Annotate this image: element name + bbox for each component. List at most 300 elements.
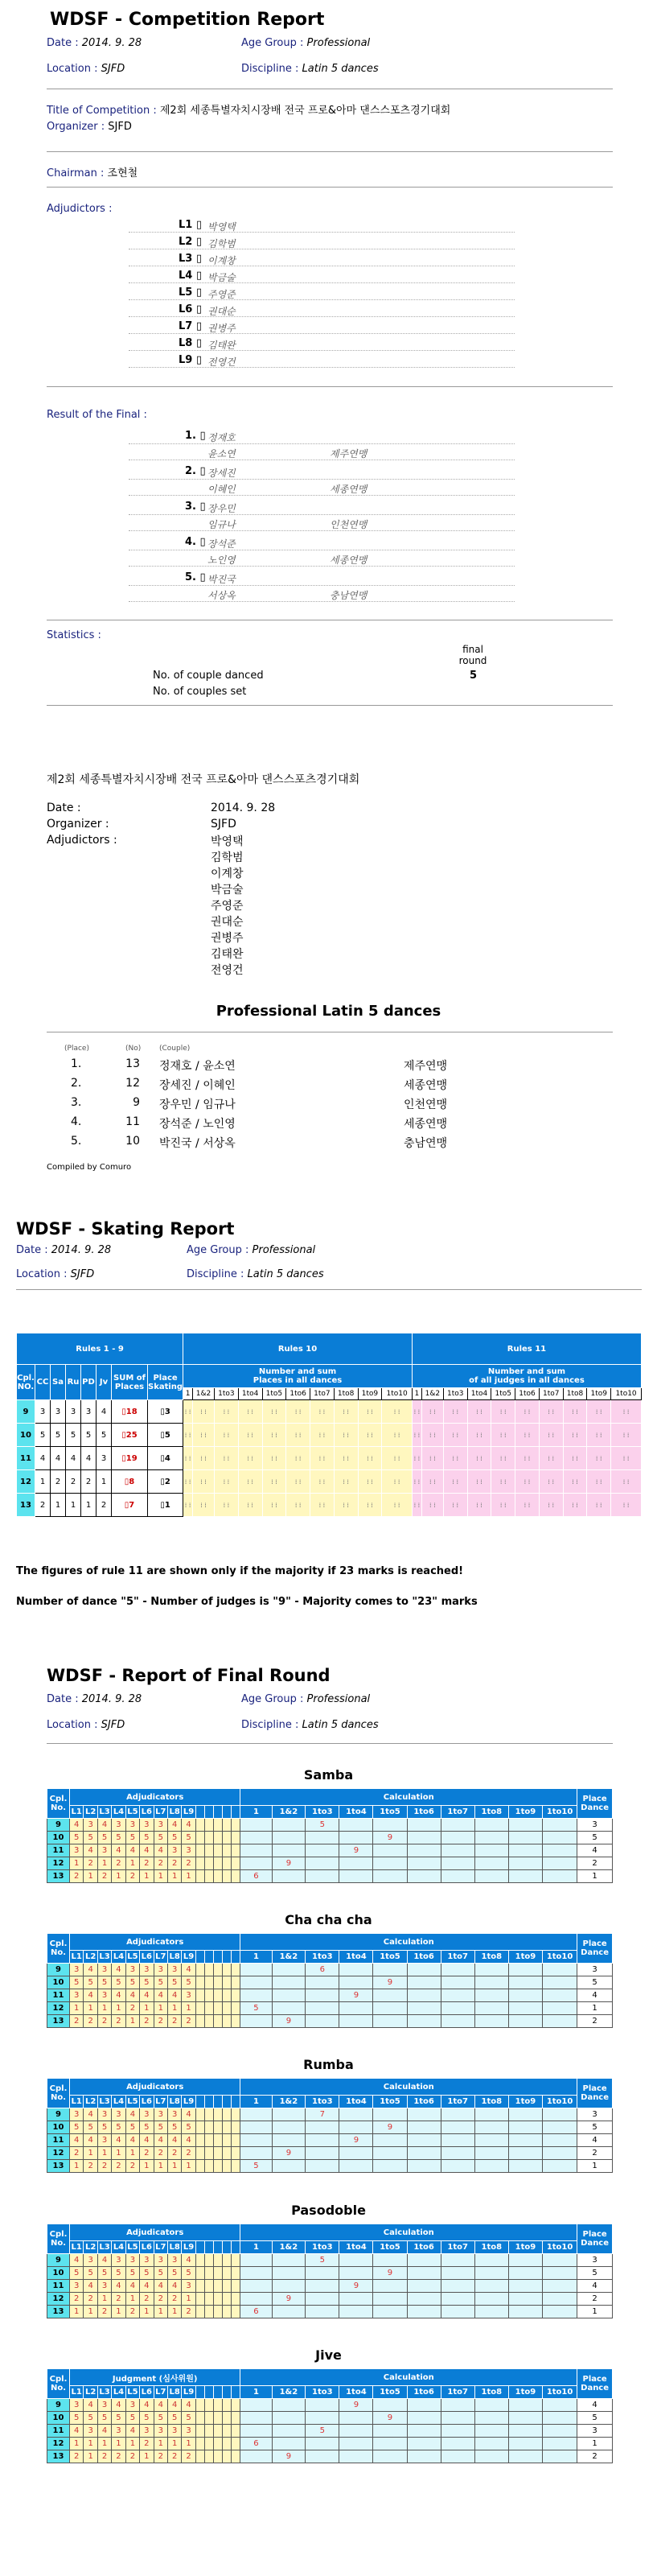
calc-cell	[306, 2267, 339, 2280]
judge-col-header: L4	[112, 2386, 125, 2399]
calc-cell	[240, 1832, 272, 1844]
judge-mark: 4	[167, 2280, 181, 2293]
rule11-calc-col: 1to4	[467, 1388, 491, 1400]
result-club: 세종연맹	[330, 484, 368, 495]
result-place: 5. ▯	[185, 571, 206, 583]
adjudicator-rule	[129, 316, 515, 317]
judge-mark-empty	[204, 2306, 213, 2318]
judge-col-header-empty	[214, 1806, 223, 1819]
judge-mark-empty	[232, 1870, 240, 1883]
calc-cell	[441, 1989, 474, 2002]
judge-mark: 3	[167, 2254, 181, 2267]
calc-cell	[339, 2147, 373, 2160]
judge-mark-empty	[204, 2450, 213, 2463]
judge-mark-empty	[204, 1844, 213, 1857]
judge-mark-empty	[214, 1819, 223, 1832]
judge-mark: 5	[154, 1976, 167, 1989]
final-row	[47, 1857, 613, 1870]
judge-mark-empty	[223, 2002, 232, 2015]
calc-cell	[474, 2399, 508, 2412]
stat-row2-label: No. of couples set	[153, 686, 247, 698]
calc-cell	[407, 1964, 441, 1976]
final-cpl-no: 9	[47, 2108, 70, 2121]
judge-mark: 3	[97, 2399, 111, 2412]
dance-col-header: PD	[81, 1365, 96, 1400]
final-round-table	[47, 1933, 613, 2028]
adjudicator-code: L1 ▯	[179, 219, 203, 231]
calc-cell	[373, 2015, 407, 2028]
calc-col-header: 1&2	[272, 2386, 306, 2399]
result-rule	[129, 585, 515, 586]
calc-cell	[474, 2267, 508, 2280]
calc-cell	[306, 2438, 339, 2450]
discipline-label: Discipline :	[241, 63, 299, 75]
calc-cell	[306, 2280, 339, 2293]
skating-place: ▯2	[148, 1470, 183, 1494]
judge-mark-empty	[195, 1964, 204, 1976]
rule10-cell: ⁞ ⁞	[215, 1424, 239, 1447]
final-header-row-2	[47, 2386, 613, 2399]
judge-mark: 2	[112, 2450, 125, 2463]
calc-cell	[508, 1857, 542, 1870]
judge-mark: 5	[182, 2412, 195, 2425]
final-calc-header: Calculation	[240, 1934, 577, 1951]
final-cpl-no: 9	[47, 2254, 70, 2267]
judge-col-header-empty	[214, 2096, 223, 2108]
judge-mark-empty	[232, 2108, 240, 2121]
judge-mark-empty	[204, 2267, 213, 2280]
skating-location-value: SJFD	[70, 1268, 95, 1280]
judge-mark: 1	[182, 1870, 195, 1883]
calc-cell: 6	[240, 2438, 272, 2450]
final-agegroup-label: Age Group :	[241, 1693, 304, 1705]
calc-col-header: 1to3	[306, 2241, 339, 2254]
judge-mark-empty	[223, 2425, 232, 2438]
judge-mark: 5	[182, 2121, 195, 2134]
discipline-row	[241, 63, 379, 75]
calc-col-header: 1to8	[474, 1951, 508, 1964]
skating-dance-place: 4	[96, 1400, 112, 1424]
chairman-row	[47, 164, 138, 179]
calc-cell	[339, 2121, 373, 2134]
summary-heading: Professional 󠀠Latin 󠀠5 dances	[216, 1003, 441, 1020]
calc-cell	[373, 1819, 407, 1832]
judge-mark: 4	[167, 1989, 181, 2002]
rule11-cell: ⁞ ⁞	[491, 1400, 515, 1424]
judge-mark-empty	[204, 2160, 213, 2173]
judge-mark: 1	[140, 1870, 154, 1883]
calc-cell	[373, 2147, 407, 2160]
rule11-cell: ⁞ ⁞	[412, 1400, 421, 1424]
judge-mark: 4	[112, 1844, 125, 1857]
calc-col-header: 1&2	[272, 1951, 306, 1964]
judge-mark-empty	[204, 2121, 213, 2134]
final-round-table	[47, 2078, 613, 2173]
skating-cpl-no: 12	[17, 1470, 35, 1494]
judge-mark: 5	[84, 1832, 97, 1844]
summary-no: 13	[125, 1057, 140, 1070]
judge-mark-empty	[214, 1857, 223, 1870]
skating-cpl-no: 9	[17, 1400, 35, 1424]
judge-mark: 5	[154, 2412, 167, 2425]
dance-title: Pasodoble	[291, 2203, 366, 2218]
skating-dance-place: 2	[35, 1494, 51, 1517]
judge-col-header-empty	[195, 2241, 204, 2254]
calc-cell	[240, 1964, 272, 1976]
judge-mark: 4	[167, 2134, 181, 2147]
calc-cell	[441, 2015, 474, 2028]
judge-mark: 4	[84, 2108, 97, 2121]
calc-cell	[240, 1819, 272, 1832]
calc-cell	[508, 2160, 542, 2173]
summary-club: 충남연맹	[404, 1137, 448, 1150]
calc-cell	[508, 1989, 542, 2002]
judge-mark-empty	[232, 2134, 240, 2147]
judge-mark: 3	[70, 1989, 84, 2002]
judge-mark: 4	[125, 1989, 139, 2002]
calc-cell	[339, 2450, 373, 2463]
calc-col-header: 1to4	[339, 1951, 373, 1964]
judge-mark: 2	[167, 2293, 181, 2306]
calc-cell: 6	[306, 1964, 339, 1976]
adjudicator-code: L4 ▯	[179, 270, 203, 282]
judge-col-header: L2	[84, 1951, 97, 1964]
judge-mark: 3	[182, 1989, 195, 2002]
judge-mark: 3	[154, 1964, 167, 1976]
summary-no: 9	[133, 1096, 140, 1109]
judge-mark: 1	[154, 2438, 167, 2450]
judge-col-header: L5	[125, 2386, 139, 2399]
rule11-cell: ⁞ ⁞	[491, 1494, 515, 1517]
adjudicator-rule	[129, 333, 515, 334]
col-place-header: Place Skating	[148, 1365, 183, 1400]
summary-adjudicator-name: 박금술	[211, 884, 244, 896]
judge-mark-empty	[214, 1844, 223, 1857]
location-value: SJFD	[101, 63, 125, 75]
date-row	[47, 37, 142, 49]
calc-cell	[339, 2002, 373, 2015]
calc-cell	[306, 2147, 339, 2160]
calc-cell	[240, 1857, 272, 1870]
calc-cell	[508, 1844, 542, 1857]
calc-cell: 9	[373, 1832, 407, 1844]
calc-cell	[441, 2280, 474, 2293]
rule11-cell: ⁞ ⁞	[515, 1470, 540, 1494]
judge-mark: 4	[112, 1964, 125, 1976]
final-row	[47, 2280, 613, 2293]
result-partner-2: 노인영	[207, 554, 236, 566]
judge-mark-empty	[214, 2293, 223, 2306]
calc-cell	[306, 2002, 339, 2015]
final-row	[47, 1832, 613, 1844]
judge-mark: 1	[70, 2002, 84, 2015]
final-cpl-no: 12	[47, 2293, 70, 2306]
place-dance: 3	[577, 2108, 613, 2121]
judge-mark-empty	[232, 2306, 240, 2318]
summary-place: 2.	[71, 1077, 82, 1090]
calc-cell	[407, 2450, 441, 2463]
final-cpl-header: Cpl. No.	[47, 2369, 70, 2399]
calc-col-header: 1&2	[272, 1806, 306, 1819]
rule10-cell: ⁞ ⁞	[286, 1447, 310, 1470]
calc-col-header: 1to4	[339, 1806, 373, 1819]
calc-cell: 9	[373, 2121, 407, 2134]
final-location-label: Location :	[47, 1719, 98, 1731]
final-adj-header: Judgment (심사위원)	[70, 2369, 240, 2386]
rule11-cell: ⁞ ⁞	[421, 1494, 443, 1517]
judge-col-header: L5	[125, 2241, 139, 2254]
judge-mark: 4	[154, 2134, 167, 2147]
rule11-cell: ⁞ ⁞	[443, 1424, 467, 1447]
judge-mark: 3	[112, 2108, 125, 2121]
result-partner-1: 박진국	[207, 574, 236, 585]
judge-mark: 2	[125, 2002, 139, 2015]
judge-mark: 3	[125, 1964, 139, 1976]
judge-col-header-empty	[204, 2096, 213, 2108]
calc-cell	[407, 1870, 441, 1883]
final-place-header: Place Dance	[577, 2224, 613, 2254]
result-rule	[129, 566, 515, 567]
judge-mark-empty	[232, 2267, 240, 2280]
judge-col-header: L1	[70, 2096, 84, 2108]
calc-cell	[407, 2147, 441, 2160]
judge-mark: 2	[140, 2015, 154, 2028]
rule10-cell: ⁞ ⁞	[358, 1470, 382, 1494]
calc-cell	[407, 2254, 441, 2267]
adjudicator-code: L5 ▯	[179, 286, 203, 299]
judge-mark: 5	[97, 1832, 111, 1844]
skating-date-label: Date :	[16, 1244, 48, 1256]
judge-mark: 3	[97, 2280, 111, 2293]
judge-mark: 2	[70, 2293, 84, 2306]
calc-cell	[474, 2438, 508, 2450]
rule10-cell: ⁞ ⁞	[193, 1494, 215, 1517]
calc-cell	[542, 2134, 577, 2147]
skating-cpl-no: 10	[17, 1424, 35, 1447]
calc-cell	[240, 2412, 272, 2425]
judge-mark: 5	[125, 2412, 139, 2425]
judge-mark: 5	[97, 2121, 111, 2134]
rule10-cell: ⁞ ⁞	[183, 1424, 193, 1447]
judge-mark-empty	[214, 2121, 223, 2134]
final-place-header: Place Dance	[577, 1789, 613, 1819]
calc-cell	[339, 2293, 373, 2306]
judge-col-header: L6	[140, 1806, 154, 1819]
skating-dance-place: 2	[96, 1494, 112, 1517]
report-title: WDSF - Competition Report	[50, 10, 325, 30]
calc-cell	[542, 2412, 577, 2425]
calc-cell	[441, 2147, 474, 2160]
judge-mark-empty	[214, 2412, 223, 2425]
calc-cell	[441, 2438, 474, 2450]
calc-cell	[542, 2160, 577, 2173]
judge-col-header-empty	[232, 2386, 240, 2399]
calc-cell	[542, 1844, 577, 1857]
calc-cell	[508, 1964, 542, 1976]
judge-mark: 4	[182, 2254, 195, 2267]
calc-col-header: 1to10	[542, 1806, 577, 1819]
calc-cell	[240, 2399, 272, 2412]
judge-mark: 4	[97, 2254, 111, 2267]
calc-cell	[542, 2399, 577, 2412]
judge-mark: 2	[182, 1857, 195, 1870]
rule10-cell: ⁞ ⁞	[262, 1470, 286, 1494]
judge-mark-empty	[232, 2438, 240, 2450]
rules-11-sub-a: Number and sum	[487, 1367, 566, 1376]
adjudicator-name: 권병주	[207, 323, 236, 334]
judge-mark-empty	[195, 1976, 204, 1989]
calc-cell	[272, 1870, 306, 1883]
calc-cell	[272, 2306, 306, 2318]
judge-mark: 2	[97, 2160, 111, 2173]
calc-cell	[542, 2293, 577, 2306]
judge-col-header: L7	[154, 1806, 167, 1819]
calc-col-header: 1to6	[407, 2386, 441, 2399]
place-dance: 5	[577, 2412, 613, 2425]
final-row	[47, 2438, 613, 2450]
judge-mark-empty	[195, 2108, 204, 2121]
calc-col-header: 1&2	[272, 2096, 306, 2108]
judge-col-header-empty	[232, 2241, 240, 2254]
judge-mark-empty	[223, 2412, 232, 2425]
final-row	[47, 2450, 613, 2463]
judge-mark: 2	[97, 2450, 111, 2463]
rule11-cell: ⁞ ⁞	[491, 1447, 515, 1470]
judge-col-header: L2	[84, 2241, 97, 2254]
judge-mark: 1	[70, 2160, 84, 2173]
summary-adjudicator-name: 박영택	[211, 835, 244, 848]
calc-cell	[542, 1857, 577, 1870]
judge-mark: 1	[154, 2160, 167, 2173]
judge-col-header: L4	[112, 1806, 125, 1819]
result-club: 세종연맹	[330, 554, 368, 566]
final-header-row-2	[47, 1806, 613, 1819]
calc-cell	[306, 2160, 339, 2173]
judge-mark: 5	[125, 2267, 139, 2280]
calc-cell	[407, 1844, 441, 1857]
judge-col-header-empty	[232, 1806, 240, 1819]
calc-col-header: 1	[240, 2096, 272, 2108]
rule11-cell: ⁞ ⁞	[611, 1494, 642, 1517]
judge-mark: 2	[97, 1870, 111, 1883]
calc-cell: 5	[240, 2160, 272, 2173]
calc-cell	[272, 1844, 306, 1857]
final-agegroup-value: Professional	[306, 1693, 371, 1705]
judge-mark: 1	[84, 2438, 97, 2450]
judge-mark-empty	[195, 2121, 204, 2134]
adjudicator-rule	[129, 282, 515, 283]
result-rule	[129, 479, 515, 480]
rule10-cell: ⁞ ⁞	[193, 1400, 215, 1424]
agegroup-row	[241, 37, 370, 49]
judge-mark: 5	[167, 1832, 181, 1844]
judge-col-header: L3	[97, 2241, 111, 2254]
calc-cell	[373, 2306, 407, 2318]
judge-mark-empty	[214, 2280, 223, 2293]
judge-mark: 1	[97, 1857, 111, 1870]
judge-mark-empty	[214, 1976, 223, 1989]
rule11-cell: ⁞ ⁞	[491, 1424, 515, 1447]
skating-agegroup-row	[187, 1244, 315, 1256]
rule11-cell: ⁞ ⁞	[563, 1424, 587, 1447]
judge-mark: 1	[154, 2306, 167, 2318]
final-cpl-no: 11	[47, 2425, 70, 2438]
judge-mark-empty	[195, 2160, 204, 2173]
judge-mark: 3	[140, 1964, 154, 1976]
judge-mark: 4	[140, 1989, 154, 2002]
final-row	[47, 2147, 613, 2160]
judge-mark-empty	[195, 2425, 204, 2438]
calc-cell	[272, 2399, 306, 2412]
skating-title: WDSF - Skating Report	[16, 1219, 235, 1239]
judge-mark: 3	[84, 2425, 97, 2438]
judge-mark: 1	[70, 1857, 84, 1870]
judge-mark: 4	[167, 2399, 181, 2412]
skating-header-row-1	[17, 1333, 642, 1365]
result-label: Result of the Final :	[47, 409, 147, 421]
judge-mark: 4	[70, 2425, 84, 2438]
place-dance: 1	[577, 2002, 613, 2015]
final-cpl-no: 10	[47, 2121, 70, 2134]
judge-mark-empty	[214, 2134, 223, 2147]
calc-col-header: 1to10	[542, 2241, 577, 2254]
judge-mark-empty	[223, 2254, 232, 2267]
judge-mark: 2	[112, 1857, 125, 1870]
judge-mark-empty	[232, 2121, 240, 2134]
rule11-cell: ⁞ ⁞	[443, 1447, 467, 1470]
rule10-cell: ⁞ ⁞	[382, 1447, 413, 1470]
judge-col-header-empty	[232, 1951, 240, 1964]
calc-cell	[407, 2399, 441, 2412]
rule10-cell: ⁞ ⁞	[310, 1447, 335, 1470]
final-row	[47, 1870, 613, 1883]
rules-11-subheader	[412, 1365, 641, 1388]
skating-row	[17, 1424, 642, 1447]
judge-col-header-empty	[214, 2241, 223, 2254]
judge-col-header-empty	[195, 1951, 204, 1964]
rule10-cell: ⁞ ⁞	[310, 1470, 335, 1494]
judge-mark: 3	[140, 2425, 154, 2438]
calc-cell	[373, 1857, 407, 1870]
judge-col-header-empty	[232, 2096, 240, 2108]
calc-cell	[240, 2280, 272, 2293]
comp-title-value: 제2회 세종특별자치시장배 전국 프로&아마 댄스스포츠경기대회	[159, 105, 451, 117]
calc-cell	[373, 1844, 407, 1857]
rule10-calc-col: 1&2	[193, 1388, 215, 1400]
skating-dance-place: 3	[35, 1400, 51, 1424]
calc-cell: 9	[272, 1857, 306, 1870]
rule10-cell: ⁞ ⁞	[183, 1447, 193, 1470]
judge-mark-empty	[232, 1844, 240, 1857]
final-date-label: Date :	[47, 1693, 79, 1705]
result-partner-1: 장우민	[207, 503, 236, 514]
judge-mark: 2	[84, 2160, 97, 2173]
calc-cell	[441, 2002, 474, 2015]
judge-mark: 1	[125, 2015, 139, 2028]
calc-cell	[240, 2015, 272, 2028]
judge-col-header: L4	[112, 2096, 125, 2108]
calc-cell: 9	[373, 2412, 407, 2425]
judge-mark: 4	[167, 1819, 181, 1832]
calc-cell	[306, 1844, 339, 1857]
judge-col-header: L1	[70, 2386, 84, 2399]
calc-cell	[474, 2134, 508, 2147]
judge-mark: 1	[97, 2293, 111, 2306]
calc-cell: 9	[373, 1976, 407, 1989]
judge-mark: 3	[154, 2425, 167, 2438]
judge-col-header-empty	[204, 1951, 213, 1964]
judge-col-header: L3	[97, 2096, 111, 2108]
